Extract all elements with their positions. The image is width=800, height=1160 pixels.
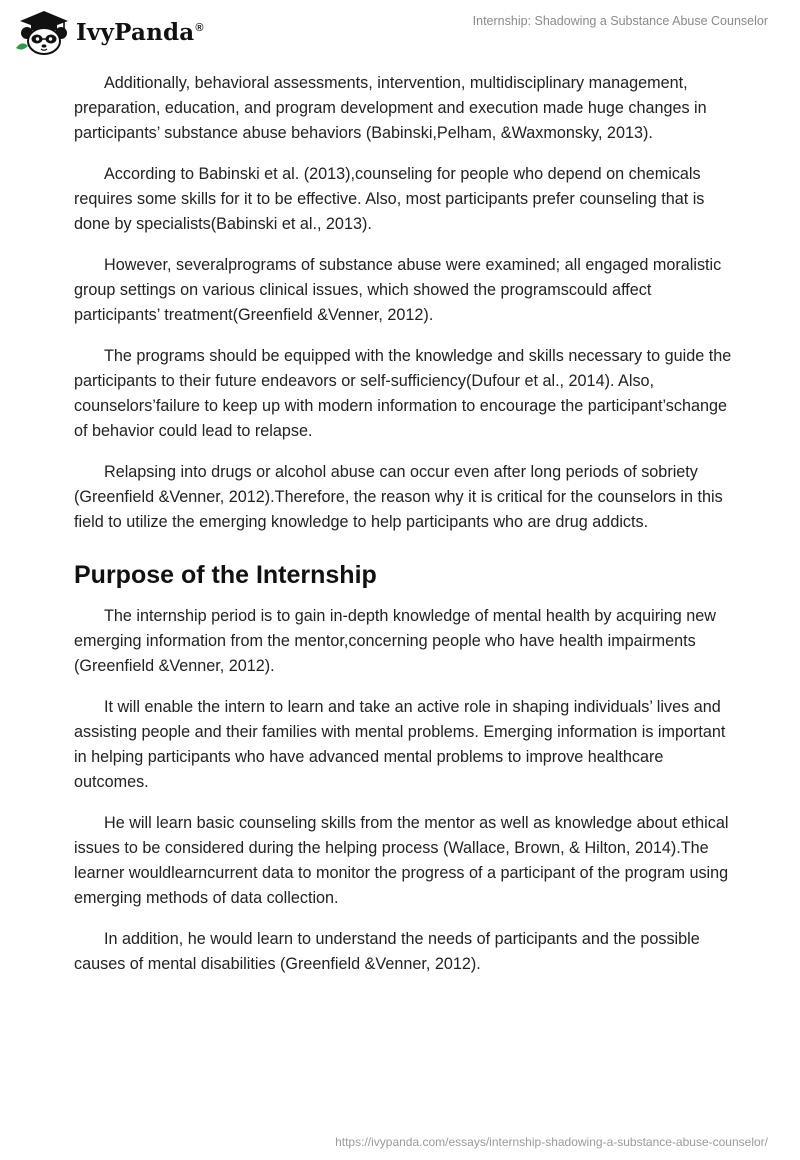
section-heading: Purpose of the Internship: [74, 561, 377, 589]
paragraph: Relapsing into drugs or alcohol abuse can occur even after long periods of sobriety (Greenfield &Venner, 2012).Therefore, the reason why it is critical for the counselors in this field to utilize the emerging knowledge to help participants who are drug addicts.: [74, 463, 723, 531]
panda-graduate-icon: [14, 8, 70, 56]
registered-mark: ®: [195, 21, 204, 34]
paragraph: The programs should be equipped with the knowledge and skills necessary to guide the participants to their future endeavors or self-sufficiency(Dufour et al., 2014). Also, counselors’failure to keep up with modern information to encourage the participant’schange of behavior could lead to relapse.: [74, 347, 732, 440]
paragraph: In addition, he would learn to understand the needs of participants and the possible causes of mental disabilities (Greenfield &Venner, 2012).: [74, 930, 700, 973]
page-header: [0, 0, 800, 60]
paragraph: He will learn basic counseling skills from the mentor as well as knowledge about ethical issues to be considered during the helping process (Wallace, Brown, & Hilton, 2014).The learner wouldlearncurrent data to monitor the progress of a participant of the program using emerging methods of data collection.: [74, 814, 729, 907]
paragraph: The internship period is to gain in-depth knowledge of mental health by acquiring new emerging information from the mentor,concerning people who have health impairments (Greenfield &Venner, 2012).: [74, 607, 716, 675]
paragraph: It will enable the intern to learn and take an active role in shaping individuals’ lives and assisting people and their families with mental problems. Emerging information is important in helping participants who have advanced mental problems to improve healthcare outcomes.: [74, 698, 726, 791]
essay-body: [74, 71, 734, 993]
paragraph: According to Babinski et al. (2013),counseling for people who depend on chemicals requires some skills for it to be effective. Also, most participants prefer counseling that is done by specialists(Babinski et al., 2013).: [74, 165, 705, 233]
paragraph: However, severalprograms of substance abuse were examined; all engaged moralistic group settings on various clinical issues, which showed the programscould affect participants’ treatment(Greenfield &Venner, 2012).: [74, 256, 722, 324]
brand-logo[interactable]: [14, 8, 204, 56]
document-title: Internship: Shadowing a Substance Abuse Counselor: [472, 14, 768, 28]
source-url[interactable]: https://ivypanda.com/essays/internship-shadowing-a-substance-abuse-counselor/: [335, 1135, 768, 1149]
brand-name: IvyPanda®: [76, 18, 204, 46]
paragraph: Additionally, behavioral assessments, intervention, multidisciplinary management, preparation, education, and program development and execution made huge changes in participants’ substance abuse behaviors (Babinski,Pelham, &Waxmonsky, 2013).: [74, 74, 707, 142]
